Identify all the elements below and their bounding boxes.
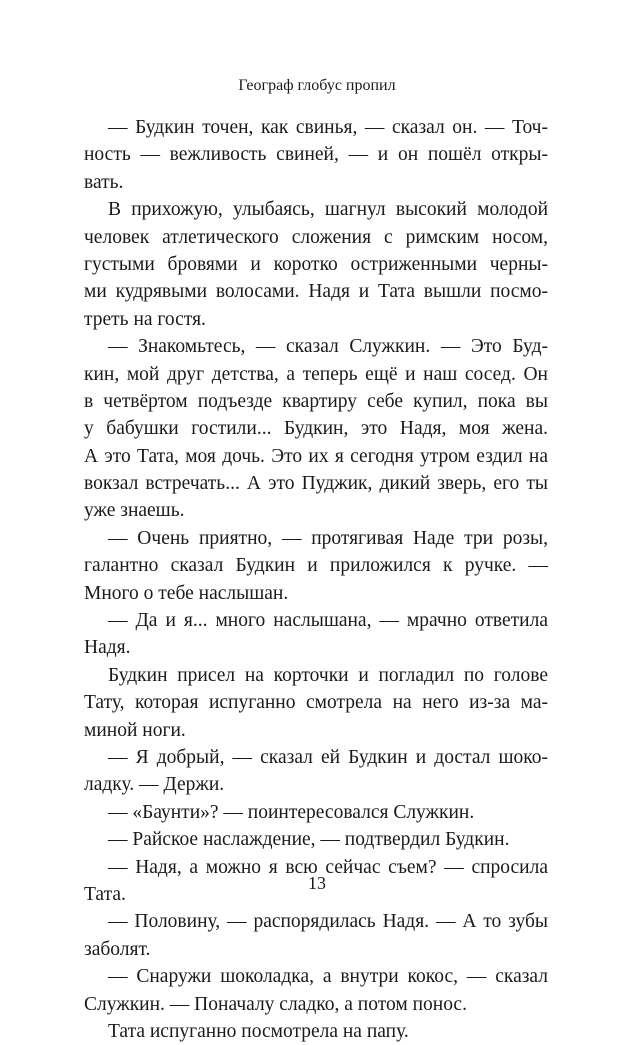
text-line: Тата испуганно посмотрела на папу. [108,1020,409,1042]
text-line: густыми бровями и коротко остриженными черны- [84,253,548,275]
text-line: у бабушки гостили... Будкин, это Надя, моя жена. [84,418,548,440]
text-line: вокзал встречать... А это Пуджик, дикий зверь, его ты [84,473,548,495]
text-line: — Знакомьтесь, — сказал Служкин. — Это Буд- [108,336,548,358]
text-line: — Очень приятно, — протягивая Наде три розы, [108,527,548,549]
running-head: Географ глобус пропил [238,77,396,94]
text-line: Надя. [84,637,131,659]
text-line: ность — вежливость свиней, — и он пошёл откры- [84,144,548,166]
text-line: Много о тебе наслышан. [84,582,289,604]
body-text [84,114,548,1045]
text-line: — Да и я... много наслышана, — мрачно ответила [108,610,548,632]
text-line: В прихожую, улыбаясь, шагнул высокий молодой [108,199,548,221]
text-line: Служкин. — Поначалу сладко, а потом понос. [84,993,467,1015]
text-line: — Я добрый, — сказал ей Будкин и достал шоко- [108,746,548,768]
text-line: в четвёртом подъезде квартиру себе купил, пока вы [84,390,548,412]
text-line: — «Баунти»? — поинтересовался Служкин. [108,801,475,823]
text-line: — Снаружи шоколадка, а внутри кокос, — сказал [108,966,548,988]
text-line: миной ноги. [84,719,186,741]
text-line: заболят. [84,938,151,960]
text-line: Будкин присел на корточки и погладил по голове [108,664,548,686]
text-line: — Будкин точен, как свинья, — сказал он. — Точ- [108,117,548,138]
page-number: 13 [308,873,326,893]
text-line: уже знаешь. [84,500,185,522]
text-line: кин, мой друг детства, а теперь ещё и наш сосед. Он [84,363,548,385]
text-line: ладку. — Держи. [84,774,225,796]
text-line: Тату, которая испуганно смотрела на него из-за ма- [84,692,548,714]
text-line: Тата. [84,883,126,905]
text-line: — Надя, а можно я всю сейчас съем? — спросила [108,856,548,878]
text-line: человек атлетического сложения с римским носом, [84,226,548,248]
text-line: галантно сказал Будкин и приложился к ручке. — [84,555,548,577]
text-line: А это Тата, моя дочь. Это их я сегодня утром ездил на [84,445,548,467]
text-line: вать. [84,171,124,193]
text-line: — Райское наслаждение, — подтвердил Будкин. [108,829,510,851]
text-line: треть на гостя. [84,308,206,330]
text-line: — Половину, — распорядилась Надя. — А то зубы [108,911,548,933]
text-line: ми кудрявыми волосами. Надя и Тата вышли посмо- [84,281,548,303]
